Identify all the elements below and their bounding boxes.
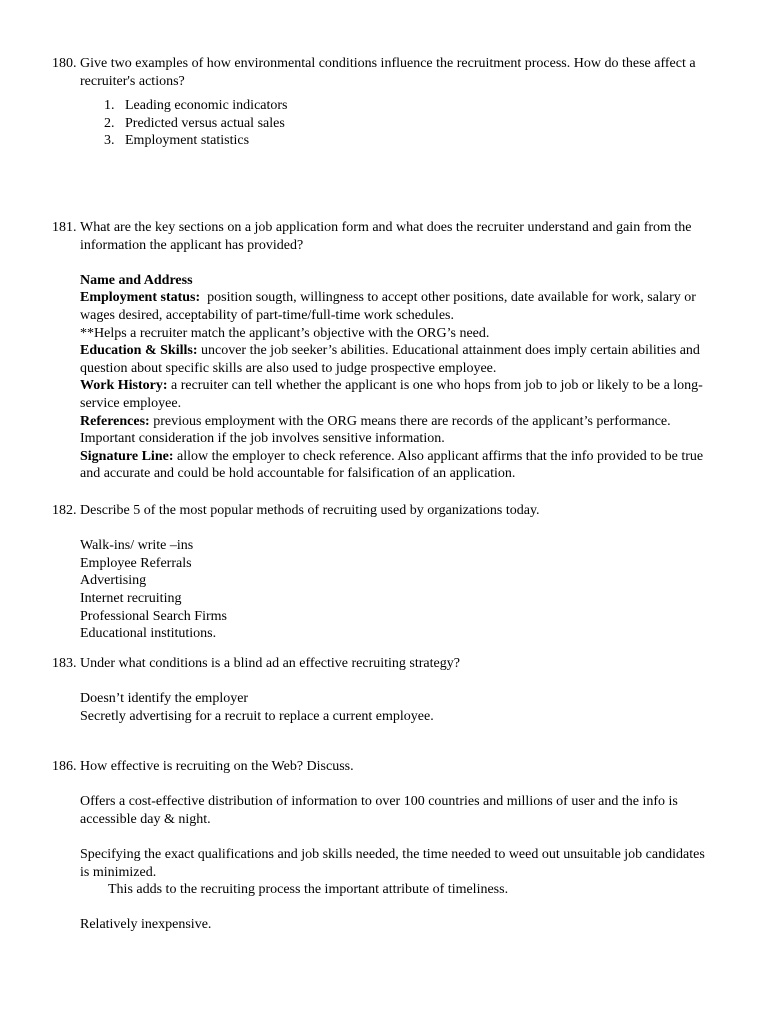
list-item: Advertising — [80, 573, 147, 589]
question-186 — [0, 758, 768, 934]
answer-block — [80, 537, 712, 643]
question-number: 182. — [52, 503, 77, 518]
question-number: 181. — [52, 220, 77, 235]
list-item: Educational institutions. — [80, 626, 217, 642]
note-text: **Helps a recruiter match the applicant’s objective with the ORG’s need. — [80, 325, 490, 341]
section-label: References: — [80, 413, 150, 429]
section-text: allow the employer to check reference. Also applicant affirms that the info provided to be true and accurate and could be hold accountable for falsification of an application. — [80, 448, 704, 482]
list-item: Professional Search Firms — [80, 608, 227, 624]
question-186-head — [0, 758, 710, 776]
paragraph: This adds to the recruiting process the important attribute of timeliness. — [108, 882, 509, 898]
list-item — [0, 132, 768, 150]
question-number: 186. — [52, 759, 77, 774]
question-text: Under what conditions is a blind ad an effective recruiting strategy? — [80, 656, 460, 671]
question-182 — [0, 502, 768, 643]
section-text: uncover the job seeker’s abilities. Educational attainment does imply certain abilities and question about specific skills are also used to judge prospective employee. — [80, 343, 700, 376]
list-item: Internet recruiting — [80, 590, 182, 606]
answer-block — [80, 690, 712, 725]
list-text: Employment statistics — [125, 133, 250, 149]
numbered-list — [0, 97, 768, 150]
list-number: 1. — [104, 98, 115, 114]
paragraph: Offers a cost-effective distribution of information to over 100 countries and millions of user and the info is accessible day & night. — [80, 794, 678, 827]
question-text: Give two examples of how environmental conditions influence the recruitment process. How do these affect a recruiter's actions? — [80, 56, 696, 89]
list-item: Employee Referrals — [80, 555, 192, 571]
paragraph: Specifying the exact qualifications and job skills needed, the time needed to weed out unsuitable job candidates is minimized. — [80, 846, 705, 880]
question-181 — [0, 219, 768, 483]
question-180 — [0, 55, 768, 150]
section-label: Employment status: — [80, 290, 201, 306]
section-text: a recruiter can tell whether the applicant is one who hops from job to job or likely to be a long-service employee. — [80, 378, 703, 411]
list-number: 3. — [104, 133, 115, 149]
list-item: Doesn’t identify the employer — [80, 691, 249, 707]
question-180-head — [0, 55, 710, 90]
question-text: How effective is recruiting on the Web? Discuss. — [80, 759, 354, 774]
list-item: Secretly advertising for a recruit to replace a current employee. — [80, 708, 434, 724]
question-number: 183. — [52, 656, 77, 671]
list-number: 2. — [104, 115, 115, 131]
list-item — [0, 97, 768, 115]
list-item: Walk-ins/ write –ins — [80, 538, 194, 554]
question-text: What are the key sections on a job application form and what does the recruiter understand and gain from the information the applicant has provided? — [80, 220, 692, 253]
section-label: Education & Skills: — [80, 343, 198, 359]
section-text: previous employment with the ORG means there are records of the applicant’s performance. Important consideration if the job involves sensitive information. — [80, 413, 671, 447]
question-text: Describe 5 of the most popular methods of recruiting used by organizations today. — [80, 503, 540, 518]
section-label: Signature Line: — [80, 448, 174, 464]
list-text: Predicted versus actual sales — [125, 115, 285, 131]
question-181-head — [0, 219, 710, 254]
paragraph: Relatively inexpensive. — [80, 917, 212, 933]
question-183-head — [0, 655, 710, 673]
list-text: Leading economic indicators — [125, 98, 288, 114]
section-text: position sougth, willingness to accept other positions, date available for work, salary or wages desired, acceptability of part-time/full-time work schedules. — [80, 290, 700, 323]
list-item — [0, 115, 768, 133]
section-heading: Name and Address — [80, 272, 193, 288]
section-label: Work History: — [80, 378, 168, 394]
answer-block — [80, 272, 712, 483]
question-182-head — [0, 502, 710, 520]
question-number: 180. — [52, 56, 77, 71]
answer-block — [80, 793, 712, 934]
question-183 — [0, 655, 768, 725]
